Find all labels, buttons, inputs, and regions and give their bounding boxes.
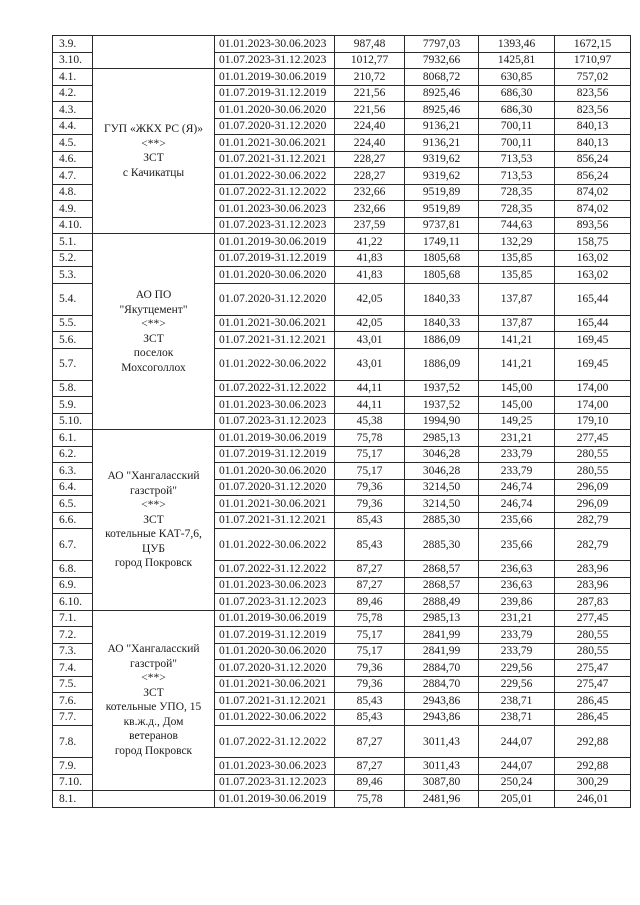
period-cell: 01.07.2019-31.12.2019 [215, 85, 335, 102]
period-cell: 01.01.2023-30.06.2023 [215, 758, 335, 775]
period-cell: 01.01.2021-30.06.2021 [215, 315, 335, 332]
value-cell-v4: 283,96 [555, 577, 631, 594]
value-cell-v3: 233,79 [479, 627, 555, 644]
organization-line: АО "Хангаласский [107, 470, 200, 482]
value-cell-v3: 137,87 [479, 315, 555, 332]
period-cell: 01.07.2021-31.12.2021 [215, 693, 335, 710]
organization-line: город Покровск [114, 557, 193, 569]
row-number: 4.10. [53, 217, 93, 234]
period-cell: 01.01.2021-30.06.2021 [215, 135, 335, 152]
value-cell-v1: 75,17 [335, 463, 405, 480]
period-cell: 01.07.2021-31.12.2021 [215, 332, 335, 349]
value-cell-v3: 250,24 [479, 774, 555, 791]
value-cell-v4: 246,01 [555, 791, 631, 808]
value-cell-v2: 1749,11 [405, 234, 479, 251]
organization-line: Мохсоголлох [121, 361, 186, 374]
value-cell-v3: 700,11 [479, 118, 555, 135]
value-cell-v3: 728,35 [479, 184, 555, 201]
value-cell-v4: 179,10 [555, 413, 631, 430]
value-cell-v4: 165,44 [555, 283, 631, 315]
period-cell: 01.07.2019-31.12.2019 [215, 627, 335, 644]
value-cell-v2: 9319,62 [405, 151, 479, 168]
row-number: 6.10. [53, 594, 93, 611]
row-number: 7.3. [53, 643, 93, 660]
row-number: 5.9. [53, 397, 93, 414]
value-cell-v2: 3011,43 [405, 726, 479, 758]
value-cell-v1: 44,11 [335, 397, 405, 414]
period-cell: 01.07.2023-31.12.2023 [215, 774, 335, 791]
value-cell-v1: 221,56 [335, 85, 405, 102]
value-cell-v2: 1886,09 [405, 348, 479, 380]
value-cell-v1: 85,43 [335, 693, 405, 710]
table-row [53, 610, 631, 627]
value-cell-v1: 237,59 [335, 217, 405, 234]
value-cell-v1: 43,01 [335, 348, 405, 380]
value-cell-v2: 3046,28 [405, 463, 479, 480]
organization-line: газстрой" [130, 657, 177, 670]
period-cell: 01.01.2020-30.06.2020 [215, 463, 335, 480]
period-cell: 01.07.2023-31.12.2023 [215, 52, 335, 69]
organization-cell [93, 430, 215, 611]
value-cell-v3: 238,71 [479, 709, 555, 726]
row-number: 6.2. [53, 446, 93, 463]
value-cell-v1: 85,43 [335, 709, 405, 726]
value-cell-v1: 45,38 [335, 413, 405, 430]
row-number: 6.7. [53, 529, 93, 561]
table-row [53, 791, 631, 808]
value-cell-v1: 89,46 [335, 594, 405, 611]
value-cell-v4: 280,55 [555, 446, 631, 463]
period-cell: 01.07.2022-31.12.2022 [215, 561, 335, 578]
row-number: 6.6. [53, 512, 93, 529]
value-cell-v2: 2481,96 [405, 791, 479, 808]
value-cell-v3: 246,74 [479, 496, 555, 513]
value-cell-v3: 233,79 [479, 463, 555, 480]
value-cell-v2: 1994,90 [405, 413, 479, 430]
value-cell-v4: 286,45 [555, 693, 631, 710]
value-cell-v1: 42,05 [335, 283, 405, 315]
value-cell-v4: 292,88 [555, 758, 631, 775]
period-cell: 01.01.2022-30.06.2022 [215, 168, 335, 185]
row-number: 3.9. [53, 36, 93, 53]
row-number: 6.5. [53, 496, 93, 513]
organization-line: АО ПО [135, 289, 172, 301]
row-number: 6.4. [53, 479, 93, 496]
row-number: 4.6. [53, 151, 93, 168]
value-cell-v1: 43,01 [335, 332, 405, 349]
value-cell-v2: 9136,21 [405, 135, 479, 152]
organization-line: с Качикатцы [122, 166, 185, 179]
value-cell-v1: 228,27 [335, 168, 405, 185]
period-cell: 01.07.2020-31.12.2020 [215, 118, 335, 135]
value-cell-v2: 1886,09 [405, 332, 479, 349]
value-cell-v4: 296,09 [555, 479, 631, 496]
value-cell-v1: 224,40 [335, 118, 405, 135]
value-cell-v1: 228,27 [335, 151, 405, 168]
value-cell-v1: 224,40 [335, 135, 405, 152]
period-cell: 01.07.2023-31.12.2023 [215, 594, 335, 611]
value-cell-v2: 3214,50 [405, 496, 479, 513]
value-cell-v1: 41,22 [335, 234, 405, 251]
organization-line: котельные УПО, 15 [105, 701, 202, 714]
row-number: 6.8. [53, 561, 93, 578]
value-cell-v2: 7797,03 [405, 36, 479, 53]
organization-cell [93, 69, 215, 234]
organization-cell [93, 610, 215, 791]
value-cell-v4: 158,75 [555, 234, 631, 251]
value-cell-v3: 141,21 [479, 332, 555, 349]
row-number: 5.6. [53, 332, 93, 349]
organization-line: <**> [141, 318, 166, 330]
value-cell-v1: 41,83 [335, 250, 405, 267]
value-cell-v1: 75,78 [335, 610, 405, 627]
value-cell-v2: 2884,70 [405, 676, 479, 693]
table-row [53, 234, 631, 251]
value-cell-v3: 744,63 [479, 217, 555, 234]
row-number: 7.2. [53, 627, 93, 644]
organization-line: ветеранов [129, 730, 178, 743]
row-number: 7.6. [53, 693, 93, 710]
row-number: 4.3. [53, 102, 93, 119]
value-cell-v2: 1937,52 [405, 380, 479, 397]
value-cell-v2: 2985,13 [405, 610, 479, 627]
value-cell-v3: 246,74 [479, 479, 555, 496]
row-number: 6.1. [53, 430, 93, 447]
row-number: 3.10. [53, 52, 93, 69]
value-cell-v4: 893,56 [555, 217, 631, 234]
value-cell-v3: 1425,81 [479, 52, 555, 69]
value-cell-v3: 686,30 [479, 102, 555, 119]
value-cell-v3: 132,29 [479, 234, 555, 251]
row-number: 5.4. [53, 283, 93, 315]
value-cell-v4: 275,47 [555, 676, 631, 693]
period-cell: 01.07.2021-31.12.2021 [215, 512, 335, 529]
value-cell-v4: 169,45 [555, 348, 631, 380]
value-cell-v4: 823,56 [555, 102, 631, 119]
value-cell-v1: 85,43 [335, 529, 405, 561]
value-cell-v2: 2868,57 [405, 561, 479, 578]
value-cell-v2: 2888,49 [405, 594, 479, 611]
value-cell-v2: 3214,50 [405, 479, 479, 496]
period-cell: 01.01.2023-30.06.2023 [215, 577, 335, 594]
value-cell-v3: 229,56 [479, 660, 555, 677]
organization-line: ЗСТ [143, 686, 164, 699]
value-cell-v1: 987,48 [335, 36, 405, 53]
value-cell-v2: 3046,28 [405, 446, 479, 463]
value-cell-v4: 287,83 [555, 594, 631, 611]
period-cell: 01.01.2019-30.06.2019 [215, 234, 335, 251]
organization-line: ЗСТ [143, 513, 164, 526]
value-cell-v4: 840,13 [555, 118, 631, 135]
value-cell-v3: 244,07 [479, 726, 555, 758]
value-cell-v3: 1393,46 [479, 36, 555, 53]
value-cell-v3: 630,85 [479, 69, 555, 86]
organization-line: <**> [141, 137, 166, 150]
organization-line: газстрой" [130, 484, 177, 497]
value-cell-v4: 282,79 [555, 529, 631, 561]
value-cell-v4: 280,55 [555, 463, 631, 480]
value-cell-v2: 9319,62 [405, 168, 479, 185]
period-cell: 01.07.2019-31.12.2019 [215, 250, 335, 267]
period-cell: 01.07.2021-31.12.2021 [215, 151, 335, 168]
period-cell: 01.01.2021-30.06.2021 [215, 676, 335, 693]
value-cell-v2: 1805,68 [405, 267, 479, 284]
table-row [53, 36, 631, 53]
value-cell-v4: 856,24 [555, 151, 631, 168]
row-number: 8.1. [53, 791, 93, 808]
value-cell-v1: 75,17 [335, 643, 405, 660]
period-cell: 01.07.2023-31.12.2023 [215, 413, 335, 430]
period-cell: 01.01.2023-30.06.2023 [215, 201, 335, 218]
value-cell-v3: 235,66 [479, 512, 555, 529]
value-cell-v2: 2868,57 [405, 577, 479, 594]
value-cell-v4: 286,45 [555, 709, 631, 726]
value-cell-v3: 135,85 [479, 250, 555, 267]
value-cell-v2: 8925,46 [405, 102, 479, 119]
value-cell-v2: 7932,66 [405, 52, 479, 69]
value-cell-v3: 149,25 [479, 413, 555, 430]
row-number: 7.5. [53, 676, 93, 693]
row-number: 4.4. [53, 118, 93, 135]
value-cell-v3: 700,11 [479, 135, 555, 152]
value-cell-v3: 231,21 [479, 430, 555, 447]
period-cell: 01.01.2023-30.06.2023 [215, 36, 335, 53]
value-cell-v2: 2943,86 [405, 709, 479, 726]
value-cell-v2: 9136,21 [405, 118, 479, 135]
value-cell-v3: 713,53 [479, 168, 555, 185]
value-cell-v1: 221,56 [335, 102, 405, 119]
row-number: 4.2. [53, 85, 93, 102]
value-cell-v2: 3087,80 [405, 774, 479, 791]
tariff-table-body [53, 36, 631, 808]
row-number: 5.10. [53, 413, 93, 430]
value-cell-v3: 244,07 [479, 758, 555, 775]
value-cell-v2: 2884,70 [405, 660, 479, 677]
organization-line: <**> [141, 499, 166, 511]
value-cell-v4: 282,79 [555, 512, 631, 529]
value-cell-v2: 3011,43 [405, 758, 479, 775]
value-cell-v2: 9519,89 [405, 184, 479, 201]
value-cell-v1: 79,36 [335, 660, 405, 677]
value-cell-v3: 205,01 [479, 791, 555, 808]
value-cell-v2: 1805,68 [405, 250, 479, 267]
value-cell-v2: 2885,30 [405, 529, 479, 561]
row-number: 5.3. [53, 267, 93, 284]
value-cell-v2: 2943,86 [405, 693, 479, 710]
organization-cell [93, 234, 215, 430]
value-cell-v1: 232,66 [335, 184, 405, 201]
organization-line: ЦУБ [141, 542, 166, 555]
value-cell-v1: 89,46 [335, 774, 405, 791]
value-cell-v4: 163,02 [555, 250, 631, 267]
row-number: 4.9. [53, 201, 93, 218]
value-cell-v2: 1840,33 [405, 315, 479, 332]
value-cell-v1: 87,27 [335, 577, 405, 594]
row-number: 6.3. [53, 463, 93, 480]
value-cell-v4: 757,02 [555, 69, 631, 86]
value-cell-v3: 686,30 [479, 85, 555, 102]
value-cell-v4: 283,96 [555, 561, 631, 578]
period-cell: 01.01.2020-30.06.2020 [215, 643, 335, 660]
row-number: 5.8. [53, 380, 93, 397]
period-cell: 01.07.2020-31.12.2020 [215, 660, 335, 677]
value-cell-v3: 236,63 [479, 561, 555, 578]
row-number: 4.7. [53, 168, 93, 185]
period-cell: 01.07.2020-31.12.2020 [215, 479, 335, 496]
period-cell: 01.07.2022-31.12.2022 [215, 380, 335, 397]
organization-line: котельные КАТ-7,6, [105, 528, 202, 540]
value-cell-v2: 2985,13 [405, 430, 479, 447]
row-number: 4.8. [53, 184, 93, 201]
value-cell-v3: 141,21 [479, 348, 555, 380]
tariff-table [52, 35, 631, 808]
period-cell: 01.07.2023-31.12.2023 [215, 217, 335, 234]
value-cell-v4: 840,13 [555, 135, 631, 152]
row-number: 5.1. [53, 234, 93, 251]
period-cell: 01.07.2019-31.12.2019 [215, 446, 335, 463]
value-cell-v3: 145,00 [479, 397, 555, 414]
value-cell-v4: 163,02 [555, 267, 631, 284]
value-cell-v1: 75,78 [335, 430, 405, 447]
value-cell-v3: 145,00 [479, 380, 555, 397]
value-cell-v1: 41,83 [335, 267, 405, 284]
value-cell-v3: 238,71 [479, 693, 555, 710]
value-cell-v4: 856,24 [555, 168, 631, 185]
value-cell-v2: 2841,99 [405, 627, 479, 644]
row-number: 6.9. [53, 577, 93, 594]
period-cell: 01.01.2023-30.06.2023 [215, 397, 335, 414]
row-number: 7.4. [53, 660, 93, 677]
value-cell-v4: 277,45 [555, 430, 631, 447]
value-cell-v1: 232,66 [335, 201, 405, 218]
table-row [53, 430, 631, 447]
value-cell-v3: 233,79 [479, 446, 555, 463]
value-cell-v2: 8925,46 [405, 85, 479, 102]
organization-line: ГУП «ЖКХ РС (Я)» [103, 123, 204, 135]
value-cell-v1: 87,27 [335, 561, 405, 578]
value-cell-v3: 728,35 [479, 201, 555, 218]
value-cell-v4: 277,45 [555, 610, 631, 627]
value-cell-v4: 874,02 [555, 201, 631, 218]
value-cell-v3: 713,53 [479, 151, 555, 168]
row-number: 5.5. [53, 315, 93, 332]
value-cell-v1: 75,78 [335, 791, 405, 808]
period-cell: 01.01.2019-30.06.2019 [215, 610, 335, 627]
organization-line: город Покровск [114, 744, 193, 757]
organization-cell [93, 791, 215, 808]
value-cell-v2: 2841,99 [405, 643, 479, 660]
row-number: 7.10. [53, 774, 93, 791]
organization-line: <**> [141, 672, 166, 685]
value-cell-v1: 79,36 [335, 496, 405, 513]
value-cell-v4: 823,56 [555, 85, 631, 102]
period-cell: 01.07.2022-31.12.2022 [215, 184, 335, 201]
period-cell: 01.01.2019-30.06.2019 [215, 791, 335, 808]
value-cell-v3: 135,85 [479, 267, 555, 284]
period-cell: 01.01.2020-30.06.2020 [215, 267, 335, 284]
row-number: 5.2. [53, 250, 93, 267]
organization-line: АО "Хангаласский [107, 643, 200, 656]
value-cell-v1: 79,36 [335, 479, 405, 496]
value-cell-v1: 210,72 [335, 69, 405, 86]
value-cell-v4: 275,47 [555, 660, 631, 677]
value-cell-v2: 2885,30 [405, 512, 479, 529]
value-cell-v3: 231,21 [479, 610, 555, 627]
period-cell: 01.01.2019-30.06.2019 [215, 69, 335, 86]
value-cell-v3: 229,56 [479, 676, 555, 693]
table-row [53, 69, 631, 86]
row-number: 4.5. [53, 135, 93, 152]
value-cell-v4: 169,45 [555, 332, 631, 349]
row-number: 7.7. [53, 709, 93, 726]
value-cell-v3: 239,86 [479, 594, 555, 611]
value-cell-v4: 280,55 [555, 627, 631, 644]
value-cell-v1: 44,11 [335, 380, 405, 397]
row-number: 7.1. [53, 610, 93, 627]
row-number: 5.7. [53, 348, 93, 380]
row-number: 7.8. [53, 726, 93, 758]
period-cell: 01.01.2022-30.06.2022 [215, 709, 335, 726]
value-cell-v3: 236,63 [479, 577, 555, 594]
value-cell-v2: 9737,81 [405, 217, 479, 234]
organization-line: кв.ж.д., Дом [123, 715, 184, 728]
organization-line: поселок [133, 347, 174, 359]
value-cell-v1: 75,17 [335, 627, 405, 644]
value-cell-v1: 75,17 [335, 446, 405, 463]
value-cell-v4: 300,29 [555, 774, 631, 791]
value-cell-v1: 85,43 [335, 512, 405, 529]
value-cell-v2: 1937,52 [405, 397, 479, 414]
value-cell-v3: 235,66 [479, 529, 555, 561]
value-cell-v1: 1012,77 [335, 52, 405, 69]
value-cell-v4: 1672,15 [555, 36, 631, 53]
period-cell: 01.01.2022-30.06.2022 [215, 529, 335, 561]
value-cell-v1: 42,05 [335, 315, 405, 332]
value-cell-v4: 174,00 [555, 397, 631, 414]
period-cell: 01.01.2019-30.06.2019 [215, 430, 335, 447]
period-cell: 01.01.2022-30.06.2022 [215, 348, 335, 380]
value-cell-v4: 1710,97 [555, 52, 631, 69]
value-cell-v1: 87,27 [335, 758, 405, 775]
value-cell-v2: 1840,33 [405, 283, 479, 315]
row-number: 7.9. [53, 758, 93, 775]
value-cell-v4: 874,02 [555, 184, 631, 201]
row-number: 4.1. [53, 69, 93, 86]
period-cell: 01.07.2022-31.12.2022 [215, 726, 335, 758]
organization-cell [93, 36, 215, 69]
value-cell-v4: 280,55 [555, 643, 631, 660]
value-cell-v3: 233,79 [479, 643, 555, 660]
value-cell-v3: 137,87 [479, 283, 555, 315]
period-cell: 01.01.2021-30.06.2021 [215, 496, 335, 513]
value-cell-v4: 292,88 [555, 726, 631, 758]
value-cell-v4: 165,44 [555, 315, 631, 332]
value-cell-v4: 296,09 [555, 496, 631, 513]
organization-line: "Якутцемент" [119, 303, 188, 316]
value-cell-v1: 79,36 [335, 676, 405, 693]
value-cell-v1: 87,27 [335, 726, 405, 758]
organization-line: ЗСТ [143, 152, 164, 164]
value-cell-v4: 174,00 [555, 380, 631, 397]
value-cell-v2: 8068,72 [405, 69, 479, 86]
period-cell: 01.07.2020-31.12.2020 [215, 283, 335, 315]
period-cell: 01.01.2020-30.06.2020 [215, 102, 335, 119]
organization-line: ЗСТ [143, 332, 164, 345]
value-cell-v2: 9519,89 [405, 201, 479, 218]
